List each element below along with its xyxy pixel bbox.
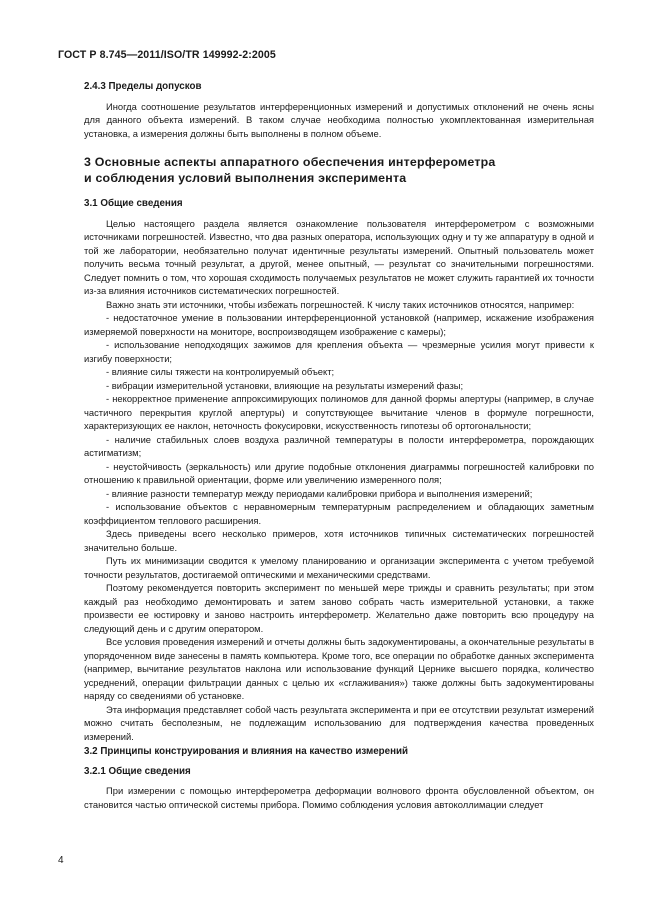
list-item: - использование объектов с неравномерным температурным распределением и обладающих заметным коэффициентом теплового расширения. (84, 501, 594, 526)
list-item: - неустойчивость (зеркальность) или другие подобные отклонения диаграммы погрешностей калибровки по отношению к правильной ориентации, форме или увеличению измеренного поля; (84, 460, 594, 485)
section-3-1-paragraph-2: Важно знать эти источники, чтобы избежать погрешностей. К числу таких источников относятся, например: (106, 298, 575, 310)
page-content (84, 80, 594, 811)
section-3-2-heading: 3.2 Принципы конструирования и влияния на качество измерений (84, 746, 409, 757)
section-3-1-paragraph-3: Здесь приведены всего несколько примеров, хотя источников типичных систематических погрешностей значительно больше. (84, 528, 594, 553)
list-item: - влияние силы тяжести на контролируемый объект; (106, 366, 335, 377)
section-3-1-paragraph-6: Все условия проведения измерений и отчеты должны быть задокументированы, а окончательные результаты в упорядоченном виде занесены в память компьютера. Кроме того, все операции по обработке данных эксперимента (например, вычитание результатов наклона или использование функций Цернике высшего порядка, количество усреднений, операции фильтрации данных с целью их «сглаживания») также должны быть задокументированы наряду со сведениями об установке. (84, 636, 594, 701)
section-3-1-heading: 3.1 Общие сведения (84, 198, 183, 209)
section-3-2-1-paragraph-1: При измерении с помощью интерферометра деформации волнового фронта обусловленной объектом, он становится частью оптической системы прибора. Помимо соблюдения условия автоколлимации следует (84, 785, 594, 810)
section-3-1-paragraph-4: Путь их минимизации сводится к умелому планированию и организации эксперимента с учетом требуемой точности результатов, достигаемой оптическими и механическими средствами. (84, 555, 594, 580)
section-2-4-3-heading: 2.4.3 Пределы допусков (84, 81, 202, 92)
list-item: - наличие стабильных слоев воздуха различной температуры в полости интерферометра, порождающих астигматизм; (84, 433, 594, 458)
list-item: - влияние разности температур между периодами калибровки прибора и выполнения измерений; (106, 487, 533, 499)
list-item: - вибрации измерительной установки, влияющие на результаты измерений фазы; (106, 379, 464, 391)
section-3-1-paragraph-7: Эта информация представляет собой часть результата эксперимента и при ее отсутствии результат измерений можно считать бесполезным, не подлежащим использованию для подтверждения качества проведенных измерений. (84, 703, 594, 742)
page-number: 4 (58, 855, 64, 866)
section-3-2-1-heading: 3.2.1 Общие сведения (84, 765, 191, 777)
running-title: ГОСТ Р 8.745—2011/ISO/TR 149992-2:2005 (58, 49, 276, 61)
section-3-1-paragraph-1: Целью настоящего раздела является ознакомление пользователя интерферометром с возможными источниками погрешностей. Известно, что два разных оператора, использующих одну и ту же аппаратуру в одной и той же лаборатории, необязательно получат идентичные результаты измерений. Опытный пользователь может получить весьма точный результат, а другой, менее опытный, — результат со значительными погрешностями. Следует помнить о том, что хорошая сходимость получаемых результатов не может служить гарантией их точности из-за влияния источников систематических погрешностей. (84, 217, 594, 296)
section-3-heading-line-1: 3 Основные аспекты аппаратного обеспечения интерферометра (84, 155, 496, 169)
list-item: - использование неподходящих зажимов для крепления объекта — чрезмерные усилия могут привести к изгибу поверхности; (84, 339, 594, 364)
section-2-4-3-paragraph: Иногда соотношение результатов интерференционных измерений и допустимых отклонений не очень ясны для данного объекта измерений. В таком случае необходима полностью укомплектованная измерительная установка, а измерения должны быть выполнены в полном объеме. (84, 100, 594, 139)
section-3-heading (84, 154, 594, 186)
list-item: - некорректное применение аппроксимирующих полиномов для данной формы апертуры (например, в случае частичного перекрытия круглой апертуры) и сопутствующее вычитание членов в формуле погрешности, характеризующих ее наклон, неточность фокусировки, искусственность гипотезы об ортогональности; (84, 393, 594, 431)
list-item: - недостаточное умение в пользовании интерференционной установкой (например, искажение изображения измеряемой поверхности на мониторе, воспроизводящем изображение с камеры); (84, 312, 594, 337)
section-3-heading-line-2: и соблюдения условий выполнения эксперимента (84, 171, 407, 185)
section-3-1-paragraph-5: Поэтому рекомендуется повторить эксперимент по меньшей мере трижды и сравнить результаты; при этом каждый раз необходимо демонтировать и затем заново собрать часть измерительной установки, а также произвести ее юстировку и заново настроить интерферометр. Желательно даже повторить всю процедуру на следующий день и с другим оператором. (84, 582, 594, 634)
